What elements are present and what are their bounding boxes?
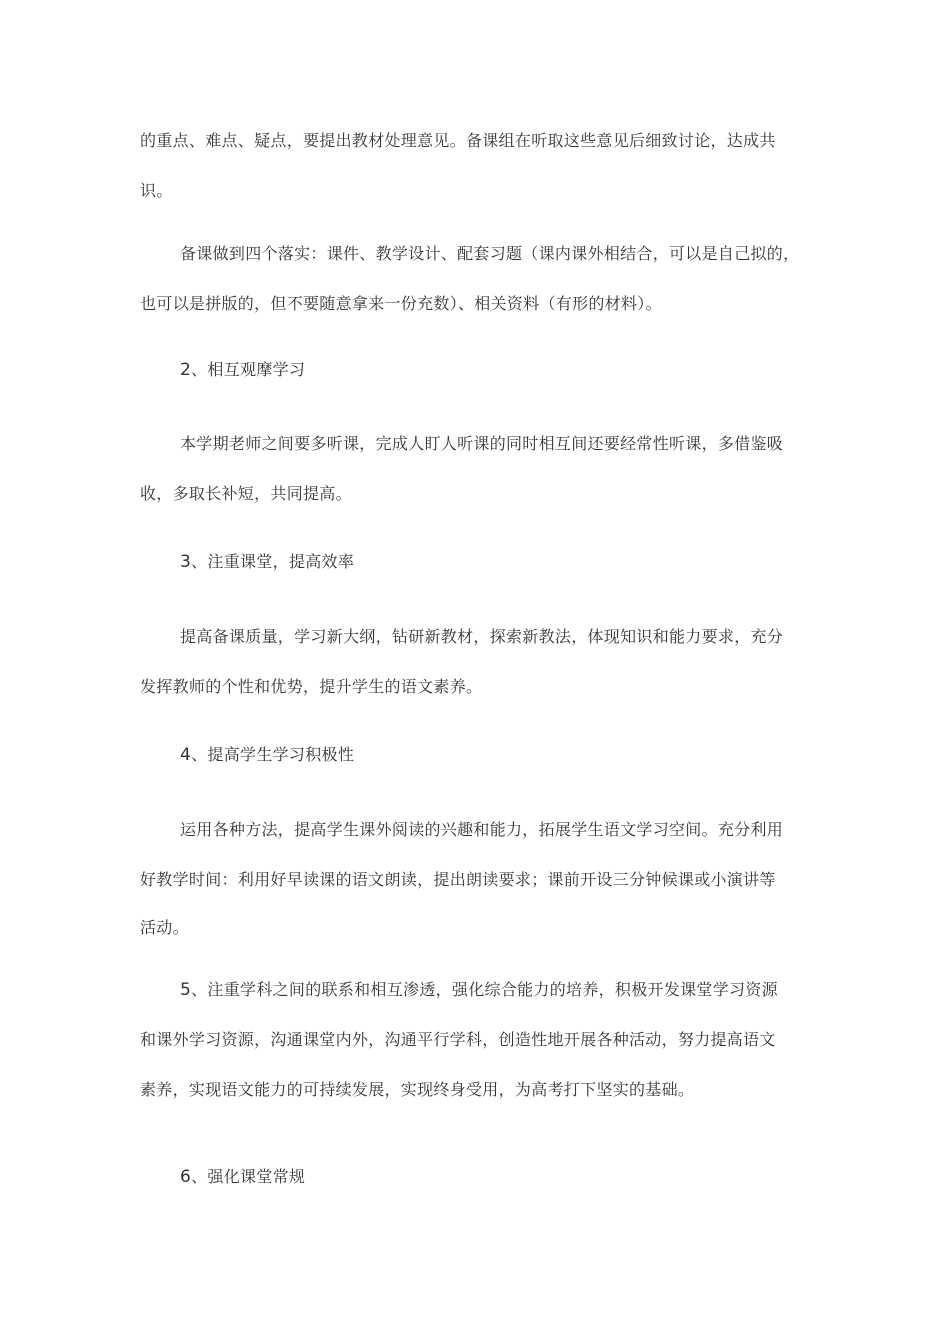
section-heading-2 — [180, 360, 305, 380]
section-number: 6 — [180, 1167, 192, 1187]
paragraph-line: 运用各种方法，提高学生课外阅读的兴趣和能力，拓展学生语文学习空间。充分利用 — [180, 820, 784, 839]
paragraph-line — [180, 980, 778, 1000]
paragraph-line: 和课外学习资源，沟通课堂内外，沟通平行学科，创造性地开展各种活动，努力提高语文 — [140, 1030, 776, 1049]
section-heading-3 — [180, 552, 354, 572]
section-heading-text: 、注重课堂，提高效率 — [191, 552, 355, 571]
section-heading-4 — [180, 745, 354, 765]
paragraph-line: 本学期老师之间要多听课，完成人盯人听课的同时相互间还要经常性听课，多借鉴吸 — [180, 434, 784, 453]
paragraph-line: 收，多取长补短，共同提高。 — [140, 484, 352, 503]
paragraph-line: 发挥教师的个性和优势，提升学生的语文素养。 — [140, 677, 483, 696]
paragraph-line: 素养，实现语文能力的可持续发展，实现终身受用，为高考打下坚实的基础。 — [140, 1080, 695, 1099]
section-number: 4 — [180, 745, 192, 765]
section-number: 3 — [180, 552, 192, 572]
section-number: 5 — [180, 980, 192, 1000]
paragraph-line: 提高备课质量，学习新大纲，钻研新教材，探索新教法，体现知识和能力要求，充分 — [180, 627, 784, 646]
section-heading-text: 、提高学生学习积极性 — [191, 745, 355, 764]
section-heading-text: 、强化课堂常规 — [191, 1167, 306, 1186]
paragraph-line: 也可以是拼版的，但不要随意拿来一份充数）、相关资料（有形的材料）。 — [140, 294, 662, 313]
paragraph-text: 、注重学科之间的联系和相互渗透，强化综合能力的培养，积极开发课堂学习资源 — [191, 980, 778, 999]
paragraph-line: 备课做到四个落实：课件、教学设计、配套习题（课内课外相结合，可以是自己拟的， — [180, 244, 800, 263]
section-heading-6 — [180, 1167, 305, 1187]
paragraph-line: 的重点、难点、疑点，要提出教材处理意见。备课组在听取这些意见后细致讨论，达成共 — [140, 131, 776, 150]
paragraph-line: 好教学时间：利用好早读课的语文朗读，提出朗读要求；课前开设三分钟候课或小演讲等 — [140, 870, 776, 889]
paragraph-line: 识。 — [140, 181, 173, 200]
paragraph-line: 活动。 — [140, 918, 189, 937]
section-number: 2 — [180, 360, 192, 380]
section-heading-text: 、相互观摩学习 — [191, 360, 306, 379]
